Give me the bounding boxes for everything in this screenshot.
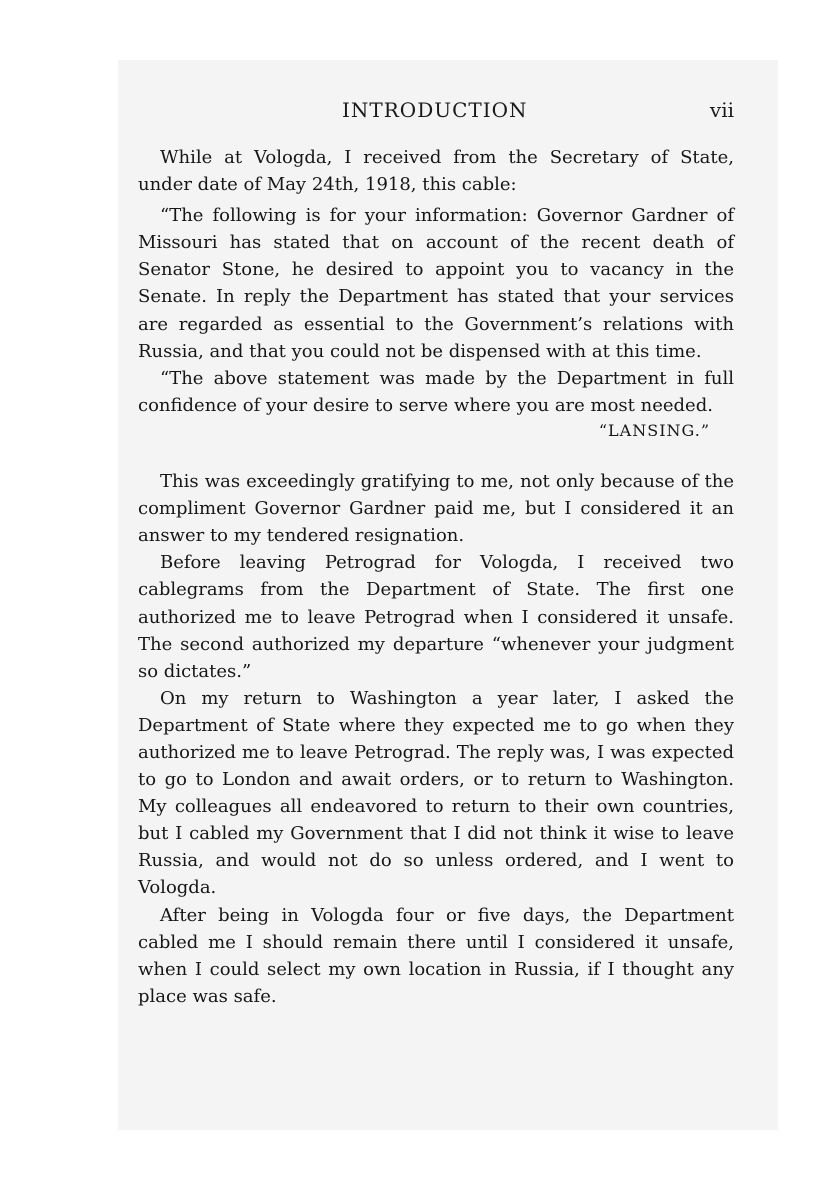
quoted-cable-paragraph-1: “The following is for your information: Governor Gardner of Missouri has stated that on account of the recent death of Senator Stone, he desired to appoint you to vacancy in the Senate. In reply the Department has stated that your services are regarded as essential to the Government’s relations with Russia, and that you could not be dispensed with at this time. — [138, 205, 734, 362]
running-head — [138, 98, 734, 128]
page-number: vii — [709, 98, 734, 122]
paragraph-vologda: After being in Vologda four or five days, the Department cabled me I should remain there until I considered it unsafe, when I could select my own location in Russia, if I thought any place was safe. — [138, 904, 734, 1007]
cable-signature: “LANSING.” — [598, 420, 710, 440]
paragraph-cablegrams: Before leaving Petrograd for Vologda, I received two cablegrams from the Department of State. The first one authorized me to leave Petrograd when I considered it unsafe. The second authorized my departure “whenever your judgment so dictates.” — [138, 552, 734, 682]
paragraph-gratifying: This was exceedingly gratifying to me, not only because of the compliment Governor Gardner paid me, but I considered it an answer to my tendered resignation. — [138, 471, 734, 547]
chapter-title: INTRODUCTION — [342, 98, 528, 122]
body-text — [138, 144, 734, 1010]
paragraph-return-washington: On my return to Washington a year later, I asked the Department of State where they expected me to go when they authorized me to leave Petrograd. The reply was, I was expected to go to London and await orders, or to return to Washington. My colleagues all endeavored to return to their own countries, but I cabled my Government that I did not think it wise to leave Russia, and would not do so unless ordered, and I went to Vologda. — [138, 687, 734, 899]
paragraph-intro: While at Vologda, I received from the Secretary of State, under date of May 24th, 1918, this cable: — [138, 147, 734, 196]
quoted-cable-paragraph-2: “The above statement was made by the Department in full confidence of your desire to serve where you are most needed. — [138, 367, 734, 416]
